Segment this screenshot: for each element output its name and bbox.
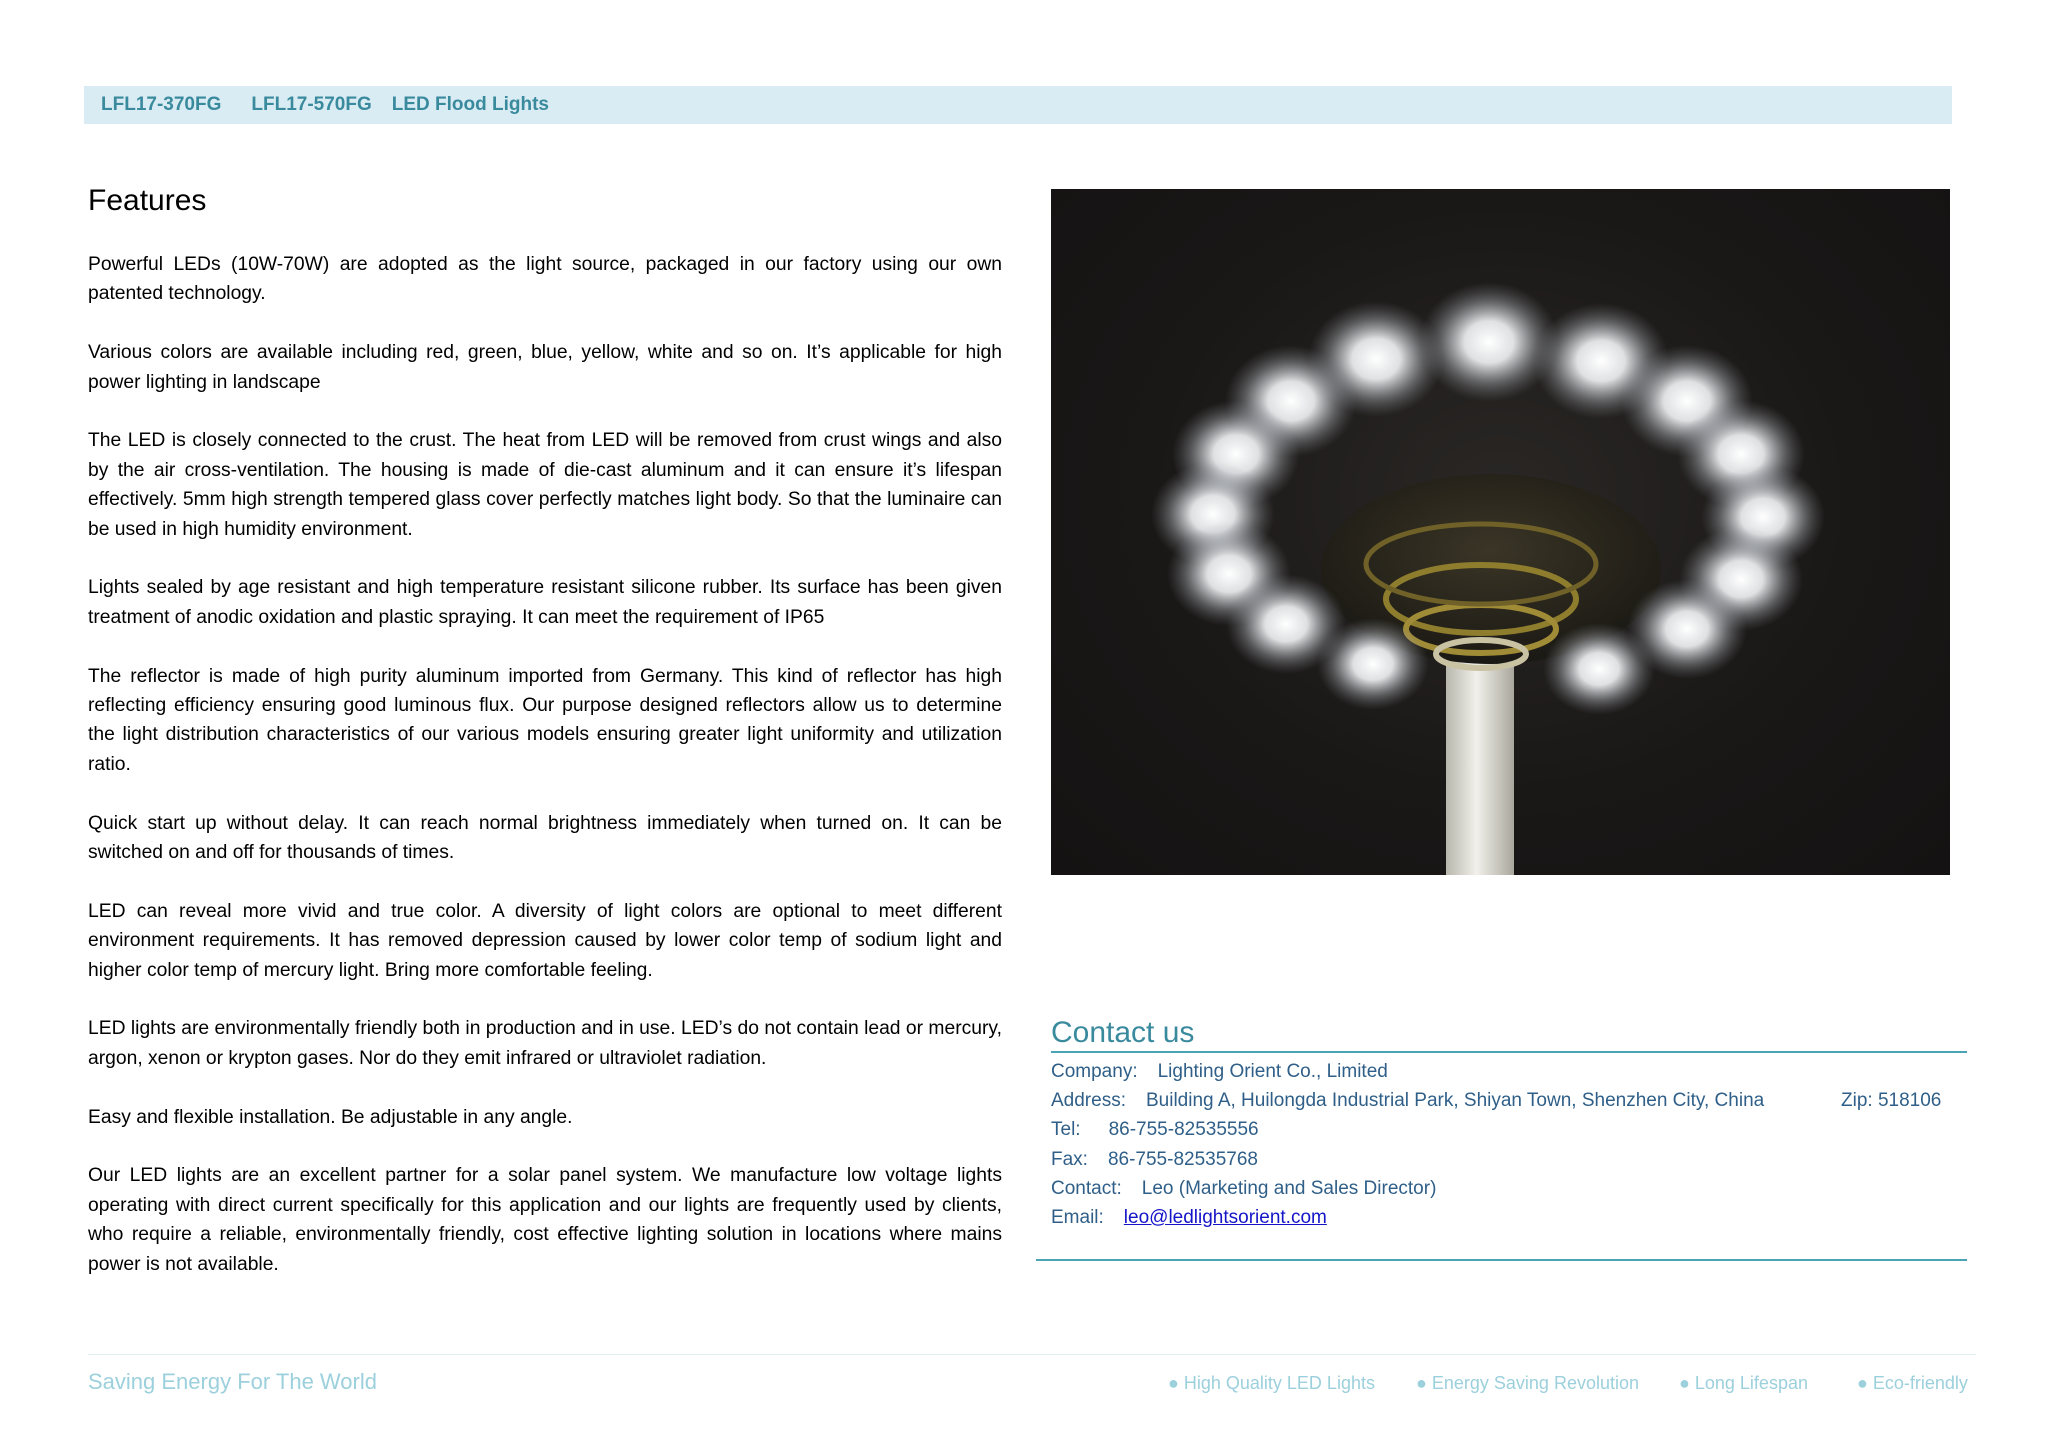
footer-tag-quality: ● High Quality LED Lights <box>1168 1373 1375 1393</box>
zip-code: Zip: 518106 <box>1841 1090 1942 1112</box>
features-list <box>88 250 1002 1308</box>
model-number-570: LFL17-570FG <box>251 94 372 115</box>
feature-paragraph: Quick start up without delay. It can reach normal brightness immediately when turned on. It can be switched on and off for thousands of times. <box>88 812 1002 864</box>
fax-label: Fax: <box>1051 1148 1088 1170</box>
feature-paragraph: LED lights are environmentally friendly both in production and in use. LED’s do not contain lead or mercury, argon, xenon or krypton gases. Nor do they emit infrared or ultraviolet radiation. <box>88 1018 1002 1069</box>
tel-label: Tel: <box>1051 1119 1081 1141</box>
address-label: Address: <box>1051 1090 1126 1112</box>
contact-person-value: Leo (Marketing and Sales Director) <box>1141 1177 1437 1199</box>
footer-tag-energy: ● Energy Saving Revolution <box>1416 1373 1639 1393</box>
contact-title: Contact us <box>1051 1016 1195 1049</box>
address-value: Building A, Huilongda Industrial Park, Shiyan Town, Shenzhen City, China <box>1145 1090 1765 1112</box>
mast-pole <box>1446 649 1514 875</box>
feature-paragraph: The LED is closely connected to the crust. The heat from LED will be removed from crust wings and also by the air cross-ventilation. The housing is made of die-cast aluminum and it can ensure it’s lifespan effectively. 5mm high strength tempered glass cover perfectly matches light body. So that the luminaire can be used in high humidity environment. <box>88 430 1002 540</box>
contact-info <box>1051 1057 1967 1232</box>
tel-value: 86-755-82535556 <box>1108 1119 1259 1141</box>
feature-paragraph: Our LED lights are an excellent partner for a solar panel system. We manufacture low voltage lights operating with direct current specifically for this application and our lights are frequently used by clients, who require a reliable, environmentally friendly, cost effective lighting solution in locations where mains power is not available. <box>88 1165 1002 1275</box>
model-number-370: LFL17-370FG <box>101 94 222 115</box>
feature-paragraph: Powerful LEDs (10W-70W) are adopted as the light source, packaged in our factory using our own patented technology. <box>88 254 1002 305</box>
header-bar <box>84 86 1952 124</box>
company-row <box>1051 1057 1967 1086</box>
email-row <box>1051 1203 1967 1232</box>
email-label: Email: <box>1051 1206 1104 1228</box>
address-row <box>1051 1086 1967 1115</box>
feature-paragraph: Easy and flexible installation. Be adjustable in any angle. <box>88 1106 573 1128</box>
features-title: Features <box>88 184 207 217</box>
footer-tag-eco: ● Eco-friendly <box>1857 1373 1968 1393</box>
fax-row <box>1051 1145 1967 1174</box>
contact-person-row <box>1051 1174 1967 1203</box>
contact-person-label: Contact: <box>1051 1177 1122 1199</box>
product-photo <box>1051 189 1950 875</box>
email-link[interactable]: leo@ledlightsorient.com <box>1123 1206 1327 1228</box>
company-label: Company: <box>1051 1061 1138 1082</box>
tel-row <box>1051 1115 1967 1144</box>
flood-light-illustration <box>1051 189 1950 875</box>
feature-paragraph: Lights sealed by age resistant and high temperature resistant silicone rubber. Its surface has been given treatment of anodic oxidation and plastic spraying. It can meet the requirement of IP65 <box>88 577 1002 628</box>
contact-bottom-divider <box>1036 1259 1967 1261</box>
fax-value: 86-755-82535768 <box>1107 1148 1258 1170</box>
product-name: LED Flood Lights <box>391 94 550 115</box>
footer-tag-lifespan: ● Long Lifespan <box>1679 1373 1808 1393</box>
feature-paragraph: LED can reveal more vivid and true color. A diversity of light colors are optional to meet different environment requirements. It has removed depression caused by lower color temp of sodium light and higher color temp of mercury light. Bring more comfortable feeling. <box>88 900 1002 981</box>
feature-paragraph: The reflector is made of high purity aluminum imported from Germany. This kind of reflector has high reflecting efficiency ensuring good luminous flux. Our purpose designed reflectors allow us to determine the light distribution characteristics of our various models ensuring greater light uniformity and utilization ratio. <box>88 665 1002 775</box>
contact-divider <box>1051 1051 1967 1053</box>
company-name: Lighting Orient Co., Limited <box>1157 1061 1388 1082</box>
feature-paragraph: Various colors are available including red, green, blue, yellow, white and so on. It’s applicable for high power lighting in landscape <box>88 342 1002 393</box>
footer-slogan: Saving Energy For The World <box>88 1369 377 1394</box>
footer-divider <box>88 1354 1976 1355</box>
